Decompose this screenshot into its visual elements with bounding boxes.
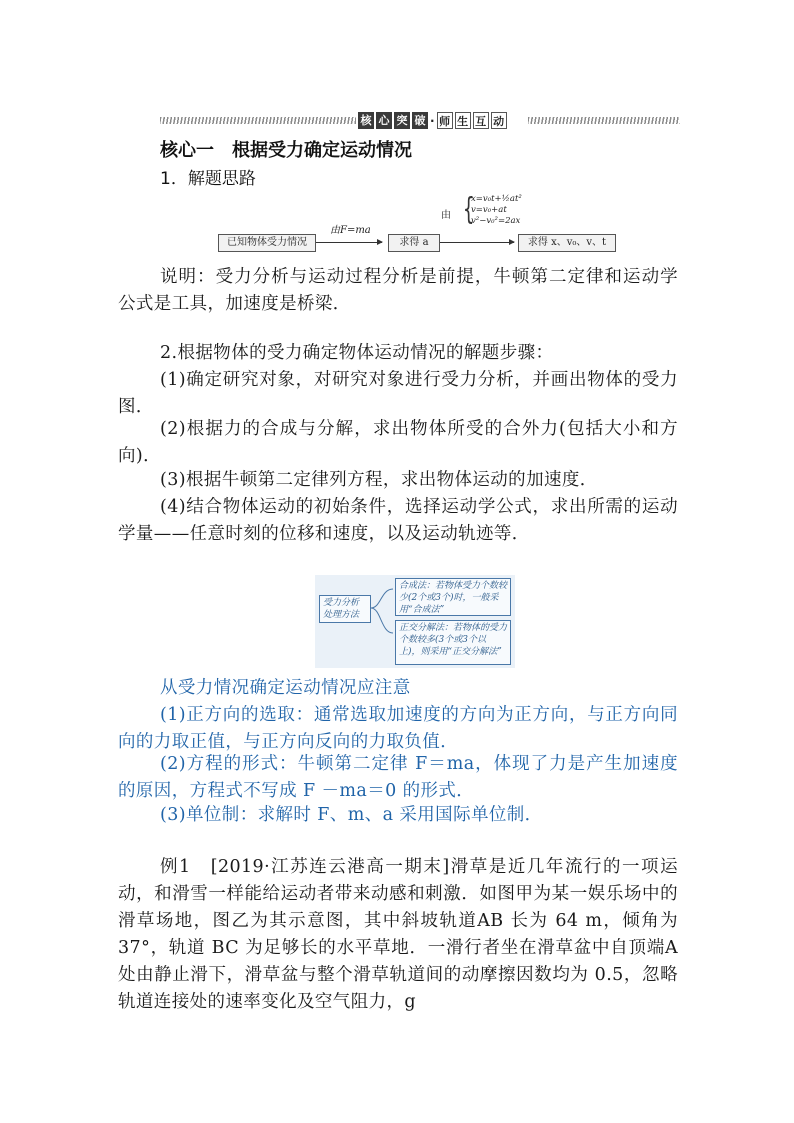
- flow-box-known-force: 已知物体受力情况: [218, 234, 316, 252]
- section-title: 核心一 根据受力确定运动情况: [160, 140, 412, 161]
- banner-stripe-left: [160, 117, 356, 124]
- notice-item-3: (3)单位制：求解时 F、m、a 采用国际单位制．: [160, 805, 543, 825]
- flow-eq-2: v=v₀+at: [471, 205, 507, 215]
- mindmap-node-synthesis: 合成法：若物体受力个数较少(2个或3个)时，一般采用“合成法”: [395, 578, 511, 616]
- step-1: (1)确定研究对象，对研究对象进行受力分析，并画出物体的受力图．: [118, 370, 678, 417]
- banner-tag-char: 生: [455, 112, 471, 129]
- force-analysis-mindmap: [315, 575, 515, 668]
- example-1: 例1 [2019·江苏连云港高一期末]滑草是近几年流行的一项运动，和滑雪一样能给运动者带来动感和刺激．如图甲为某一娱乐场中的滑草场地，图乙为其示意图，其中斜坡轨道AB 长为 64 m，倾角为 37°，轨道 BC 为足够长的水平草地．一滑行者坐在滑草盆中自顶端A 处由静止滑下，滑草盆与整个滑草轨道间的动摩擦因数均为 0.5，忽略轨道连接处的速率变化及空气阻力，g: [118, 857, 678, 1012]
- banner-tag-char: 心: [376, 112, 392, 129]
- notice-item-1: (1)正方向的选取：通常选取加速度的方向为正方向，与正方向同向的力取正值，与正方向反向的力取负值．: [118, 705, 678, 752]
- step-4: (4)结合物体运动的初始条件，选择运动学公式，求出所需的运动学量——任意时刻的位移和速度，以及运动轨迹等．: [118, 497, 678, 544]
- flow-you-label: 由: [441, 210, 451, 221]
- solution-flow-diagram: [218, 186, 618, 256]
- flow-equations: [471, 194, 522, 227]
- banner-tag-char: 师: [437, 112, 453, 129]
- mindmap-node-orthogonal: 正交分解法：若物体的受力个数较多(3个或3个以上)，则采用“正交分解法”: [395, 620, 511, 665]
- step-2: (2)根据力的合成与分解，求出物体所受的合外力(包括大小和方向)．: [118, 419, 678, 466]
- banner-tag: [358, 111, 507, 130]
- note-paragraph: 说明：受力分析与运动过程分析是前提，牛顿第二定律和运动学公式是工具，加速度是桥梁．: [118, 267, 678, 314]
- banner-tag-char: 动: [491, 112, 507, 129]
- banner-tag-dot: ·: [430, 113, 435, 128]
- section-subtitle: 1．解题思路: [160, 169, 256, 189]
- banner-tag-char: 破: [412, 112, 428, 129]
- flow-arrow-label: 由F=ma: [330, 225, 371, 236]
- banner-stripe-right: [528, 117, 680, 124]
- flow-arrow: [440, 242, 514, 243]
- banner-tag-char: 突: [394, 112, 410, 129]
- notice-item-2: (2)方程的形式：牛顿第二定律 F＝ma，体现了力是产生加速度的原因，方程式不写成 F －ma＝0 的形式．: [118, 754, 678, 801]
- flow-eq-1: x=v₀t+½at²: [471, 194, 522, 204]
- flow-box-result: 求得 x、v₀、v、t: [518, 234, 616, 252]
- banner-tag-char: 核: [358, 112, 374, 129]
- flow-arrow: [316, 242, 382, 243]
- flow-box-acceleration: 求得 a: [388, 234, 440, 252]
- banner-tag-char: 互: [473, 112, 489, 129]
- step-3: (3)根据牛顿第二定律列方程，求出物体运动的加速度．: [160, 470, 598, 490]
- flow-brace: {: [462, 192, 475, 227]
- steps-intro: 2.根据物体的受力确定物体运动情况的解题步骤：: [160, 343, 554, 363]
- section-banner: [160, 111, 680, 131]
- flow-eq-3: v²−v₀²=2ax: [471, 216, 521, 226]
- mindmap-root: 受力分析处理方法: [319, 595, 371, 623]
- notice-title: 从受力情况确定运动情况应注意: [160, 678, 411, 698]
